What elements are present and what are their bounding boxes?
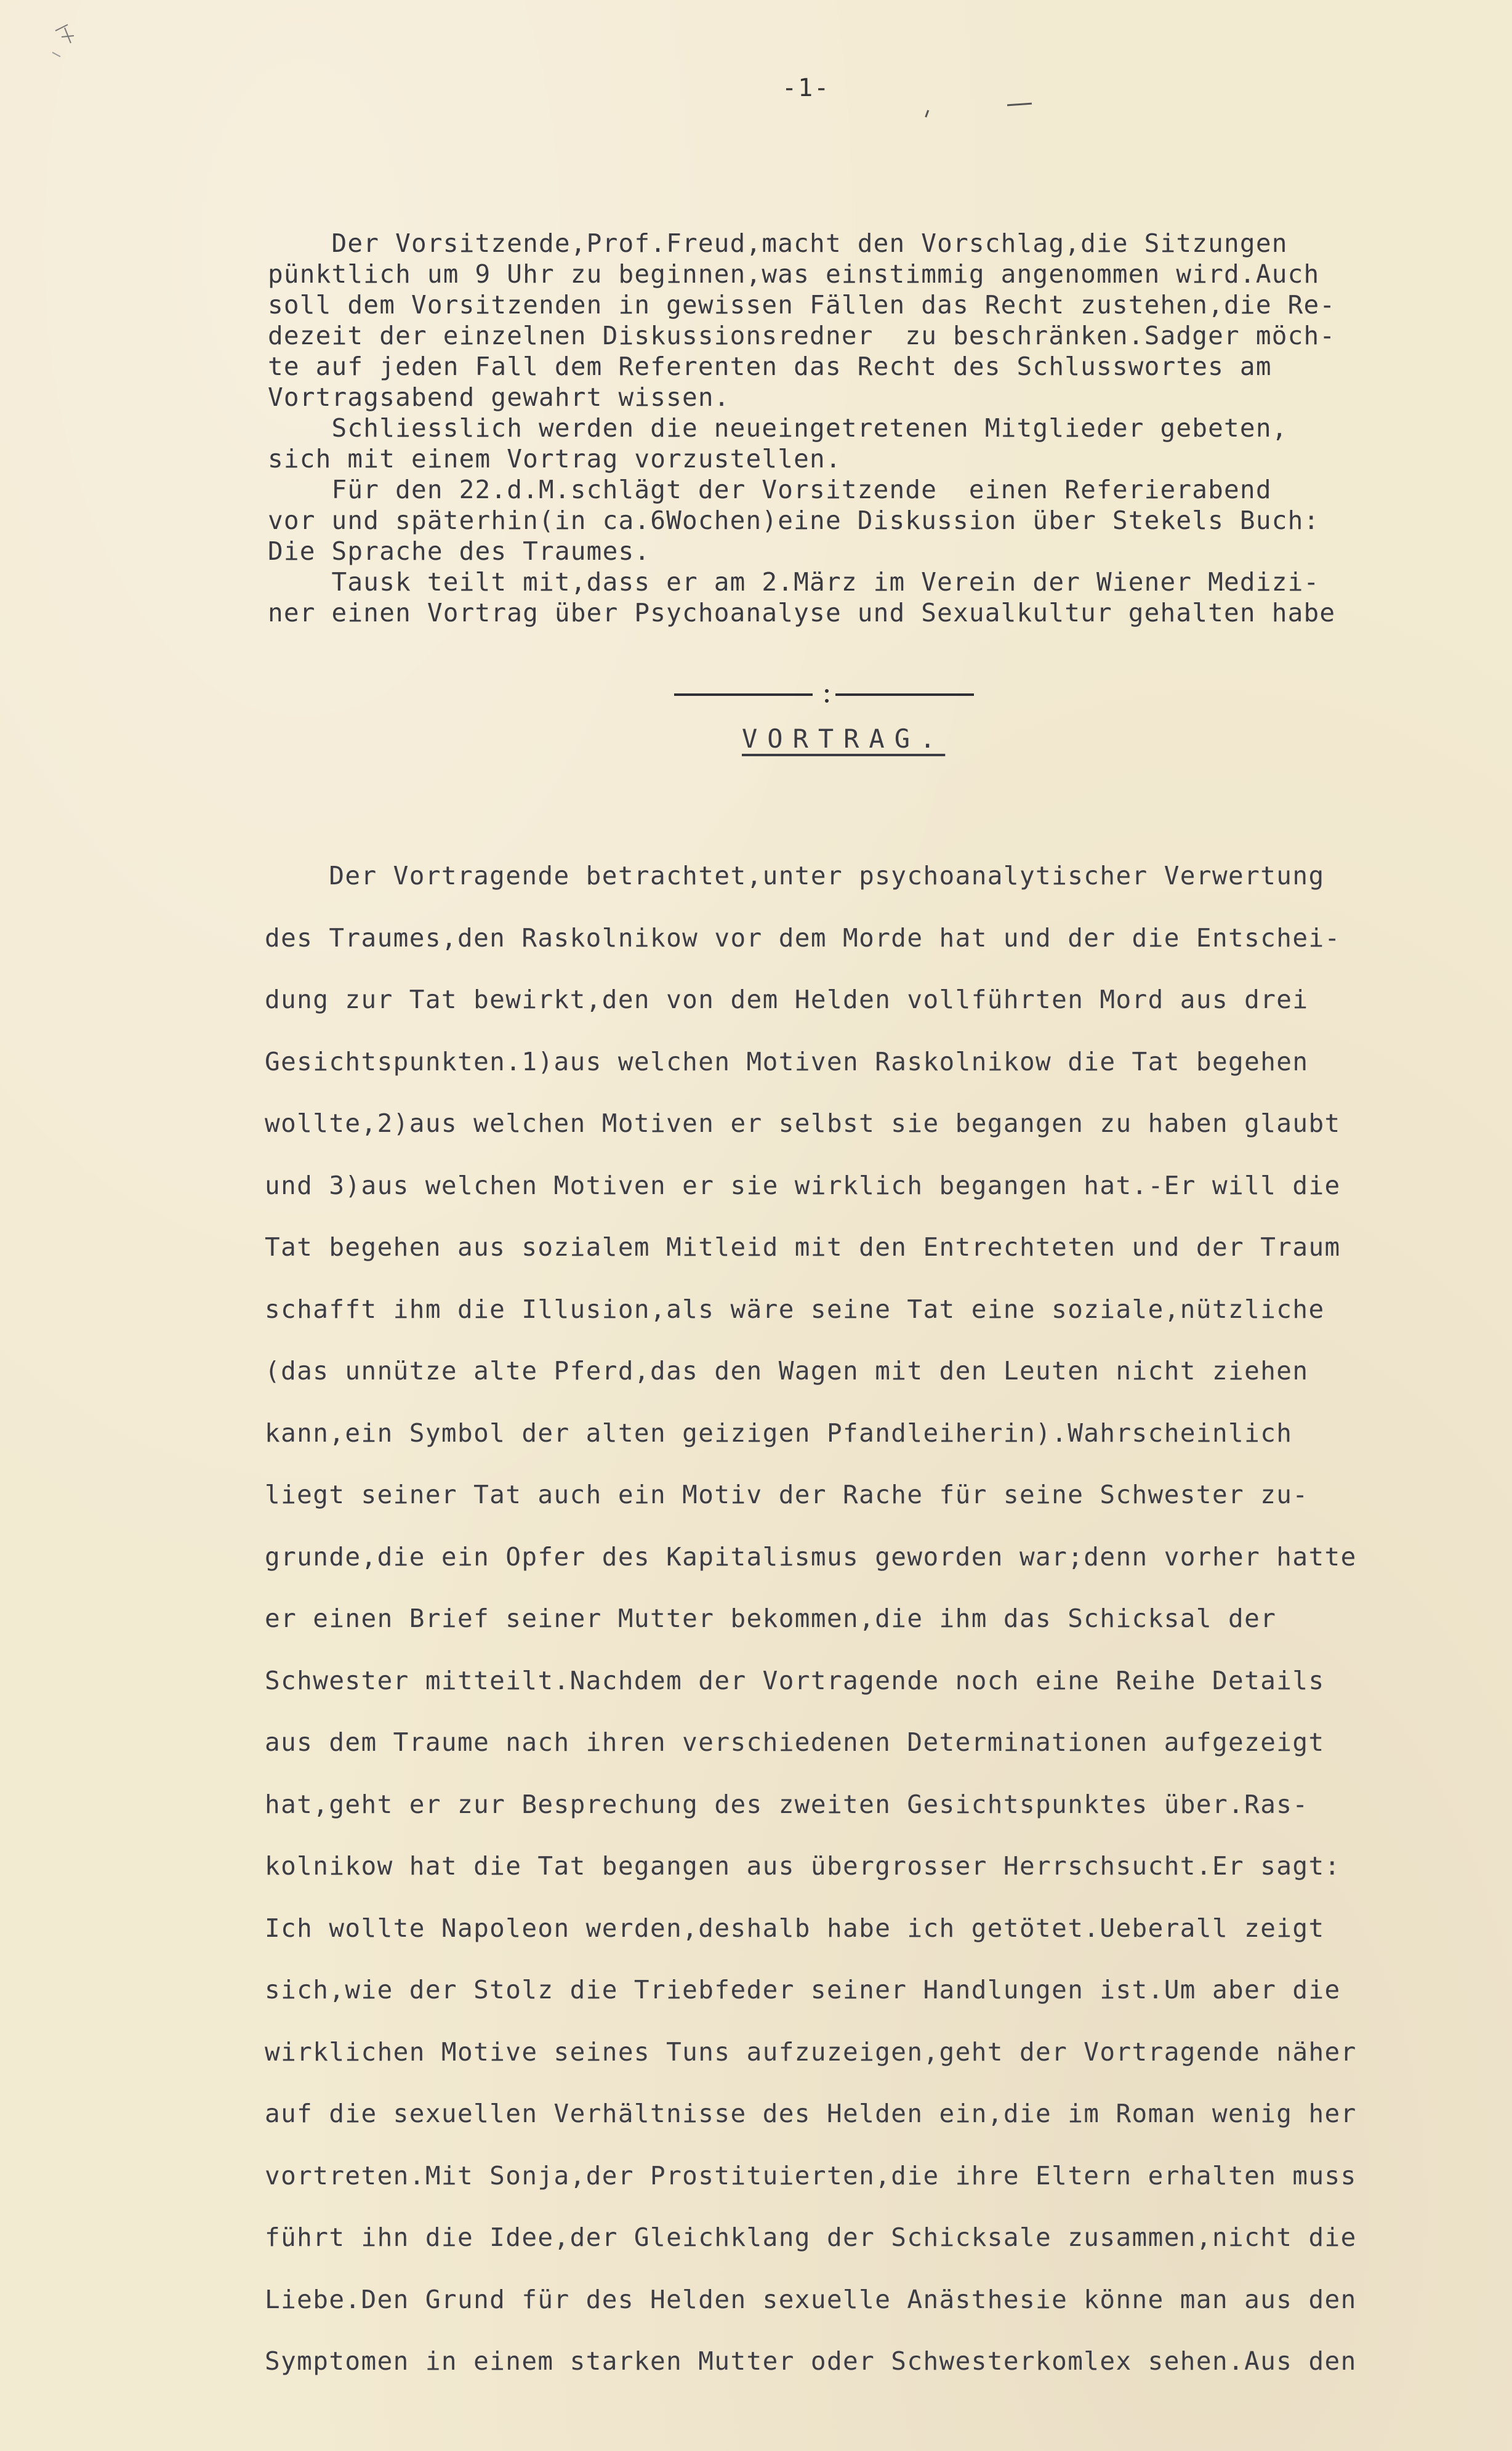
text-line: ner einen Vortrag über Psychoanalyse und Sexualkultur gehalten habe <box>268 598 1336 628</box>
text-line: Tat begehen aus sozialem Mitleid mit den Entrechteten und der Traum <box>265 1232 1341 1262</box>
text-line: Gesichtspunkten.1)aus welchen Motiven Raskolnikow die Tat begehen <box>265 1046 1309 1076</box>
meeting-minutes <box>268 228 1490 628</box>
text-line: Ich wollte Napoleon werden,deshalb habe ich getötet.Ueberall zeigt <box>265 1913 1325 1943</box>
text-line: und 3)aus welchen Motiven er sie wirklich begangen hat.-Er will die <box>265 1170 1341 1200</box>
divider-line <box>674 693 813 696</box>
text-line: liegt seiner Tat auch ein Motiv der Rache für seine Schwester zu- <box>265 1480 1309 1509</box>
stray-pen-mark <box>1007 103 1032 107</box>
text-line: wirklichen Motive seines Tuns aufzuzeigen,geht der Vortragende näher <box>265 2037 1357 2067</box>
text-line: Der Vortragende betrachtet,unter psychoanalytischer Verwertung <box>265 861 1325 890</box>
text-line: sich,wie der Stolz die Triebfeder seiner Handlungen ist.Um aber die <box>265 1975 1341 2005</box>
text-line: Vortragsabend gewahrt wissen. <box>268 382 730 412</box>
text-line: er einen Brief seiner Mutter bekommen,die ihm das Schicksal der <box>265 1604 1277 1633</box>
text-line: führt ihn die Idee,der Gleichklang der Schicksale zusammen,nicht die <box>265 2223 1357 2252</box>
text-line: sich mit einem Vortrag vorzustellen. <box>268 444 842 474</box>
colon-mark <box>824 687 829 706</box>
pencil-scribble-icon <box>49 18 86 62</box>
text-line: kolnikow hat die Tat begangen aus übergrosser Herrschsucht.Er sagt: <box>265 1851 1341 1881</box>
divider-line <box>835 693 974 696</box>
text-line: Schliesslich werden die neueingetretenen Mitglieder gebeten, <box>268 413 1288 443</box>
text-line: dezeit der einzelnen Diskussionsredner zu beschränken.Sadger möch- <box>268 321 1336 350</box>
text-line: pünktlich um 9 Uhr zu beginnen,was einstimmig angenommen wird.Auch <box>268 259 1320 289</box>
text-line: Symptomen in einem starken Mutter oder Schwesterkomlex sehen.Aus den <box>265 2346 1357 2376</box>
text-line: Die Sprache des Traumes. <box>268 536 651 566</box>
text-line: Der Vorsitzende,Prof.Freud,macht den Vorschlag,die Sitzungen <box>268 228 1288 258</box>
text-line: des Traumes,den Raskolnikow vor dem Morde hat und der die Entschei- <box>265 923 1341 953</box>
text-line: (das unnütze alte Pferd,das den Wagen mit den Leuten nicht ziehen <box>265 1356 1309 1386</box>
text-line: Für den 22.d.M.schlägt der Vorsitzende einen Referierabend <box>268 475 1272 504</box>
stray-pen-mark <box>925 110 933 119</box>
text-line: dung zur Tat bewirkt,den von dem Helden vollführten Mord aus drei <box>265 985 1309 1014</box>
text-line: Tausk teilt mit,dass er am 2.März im Verein der Wiener Medizi- <box>268 567 1320 597</box>
text-line: te auf jeden Fall dem Referenten das Recht des Schlusswortes am <box>268 352 1272 381</box>
text-line: Schwester mitteilt.Nachdem der Vortragende noch eine Reihe Details <box>265 1665 1325 1695</box>
text-line: schafft ihm die Illusion,als wäre seine Tat eine soziale,nützliche <box>265 1294 1325 1324</box>
text-line: wollte,2)aus welchen Motiven er selbst sie begangen zu haben glaubt <box>265 1108 1341 1138</box>
text-line: hat,geht er zur Besprechung des zweiten Gesichtspunktes über.Ras- <box>265 1789 1309 1819</box>
page-number: -1- <box>782 74 830 102</box>
text-line: grunde,die ein Opfer des Kapitalismus geworden war;denn vorher hatte <box>265 1541 1357 1572</box>
text-line: vortreten.Mit Sonja,der Prostituierten,die ihre Eltern erhalten muss <box>265 2160 1357 2191</box>
section-heading: VORTRAG. <box>742 724 946 754</box>
text-line: vor und späterhin(in ca.6Wochen)eine Diskussion über Stekels Buch: <box>268 506 1320 535</box>
text-line: aus dem Traume nach ihren verschiedenen Determinationen aufgezeigt <box>265 1727 1325 1757</box>
text-line: Liebe.Den Grund für des Helden sexuelle Anästhesie könne man aus den <box>265 2284 1357 2314</box>
lecture-summary <box>265 845 1496 2392</box>
text-line: kann,ein Symbol der alten geizigen Pfandleiherin).Wahrscheinlich <box>265 1418 1293 1448</box>
text-line: auf die sexuellen Verhältnisse des Helden ein,die im Roman wenig her <box>265 2099 1357 2128</box>
section-divider <box>674 687 982 712</box>
text-line: soll dem Vorsitzenden in gewissen Fällen das Recht zustehen,die Re- <box>268 290 1336 320</box>
